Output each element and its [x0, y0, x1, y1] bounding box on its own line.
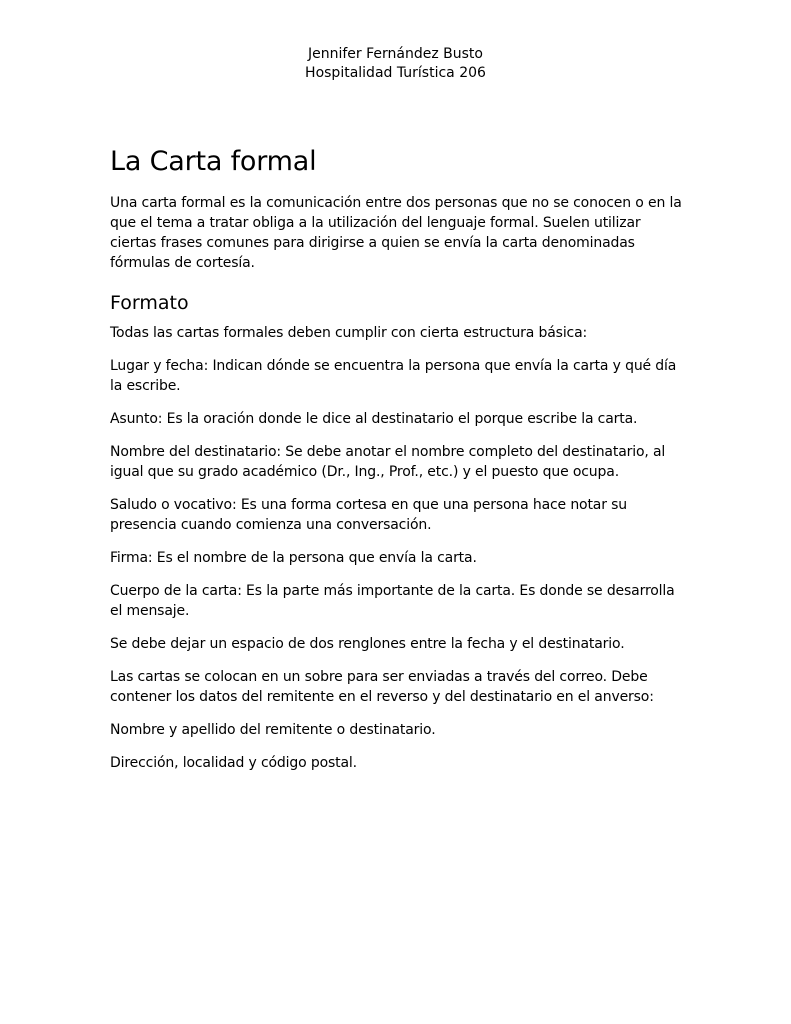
- intro-paragraph: Una carta formal es la comunicación entre dos personas que no se conocen o en la que el tema a tratar obliga a la utilización del lenguaje formal. Suelen utilizar ciertas frases comunes para dirigirse a quien se envía la carta denominadas fórmulas de cortesía.: [110, 195, 682, 271]
- paragraph: Lugar y fecha: Indican dónde se encuentra la persona que envía la carta y qué día la escribe.: [110, 358, 677, 394]
- paragraph: Cuerpo de la carta: Es la parte más importante de la carta. Es donde se desarrolla el mensaje.: [110, 583, 675, 619]
- paragraph: Saludo o vocativo: Es una forma cortesa en que una persona hace notar su presencia cuando comienza una conversación.: [110, 497, 627, 533]
- page-header: [0, 45, 791, 83]
- paragraph: Todas las cartas formales deben cumplir con cierta estructura básica:: [110, 325, 588, 341]
- document-title: La Carta formal: [110, 146, 317, 177]
- paragraph: Se debe dejar un espacio de dos renglones entre la fecha y el destinatario.: [110, 636, 625, 652]
- paragraph: Asunto: Es la oración donde le dice al destinatario el porque escribe la carta.: [110, 411, 638, 427]
- paragraph: Dirección, localidad y código postal.: [110, 755, 357, 771]
- document-body: [110, 143, 690, 786]
- paragraph: Nombre del destinatario: Se debe anotar el nombre completo del destinatario, al igual que su grado académico (Dr., Ing., Prof., etc.) y el puesto que ocupa.: [110, 444, 666, 480]
- paragraph: Nombre y apellido del remitente o destinatario.: [110, 722, 436, 738]
- section-heading-formato: Formato: [110, 292, 189, 314]
- course-name: Hospitalidad Turística 206: [305, 65, 486, 81]
- paragraph: Las cartas se colocan en un sobre para ser enviadas a través del correo. Debe contener los datos del remitente en el reverso y del destinatario en el anverso:: [110, 669, 654, 705]
- author-name: Jennifer Fernández Busto: [308, 46, 483, 62]
- paragraph: Firma: Es el nombre de la persona que envía la carta.: [110, 550, 477, 566]
